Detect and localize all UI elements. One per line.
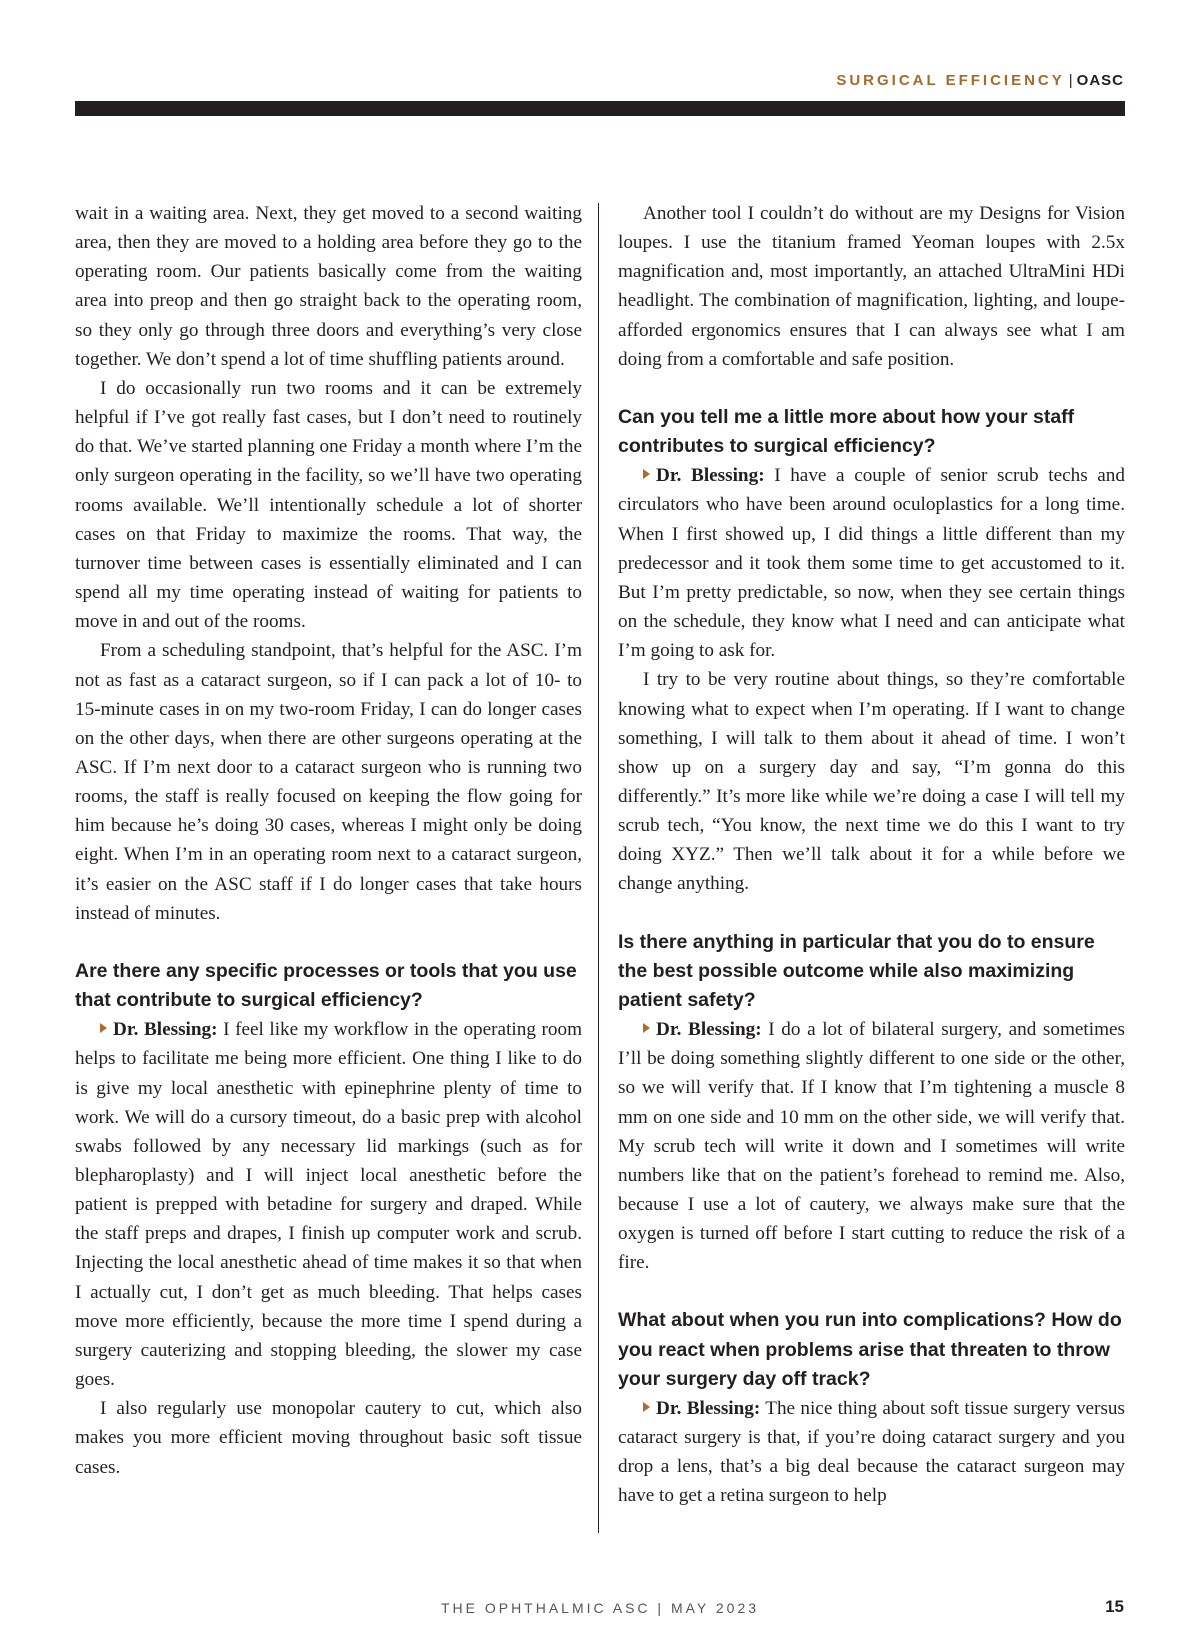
answer-paragraph: [618, 1394, 1125, 1511]
running-head-section: SURGICAL EFFICIENCY: [836, 72, 1065, 89]
running-head-publication: OASC: [1076, 72, 1124, 89]
paragraph: Another tool I couldn’t do without are my Designs for Vision loupes. I use the titanium framed Yeoman loupes with 2.5x magnification and, most importantly, an attached UltraMini HDi headlight. The combination of magnification, lighting, and loupe-afforded ergonomics ensures that I can always see what I am doing from a comfortable and safe position.: [618, 203, 1125, 370]
speaker-label: Dr. Blessing:: [656, 465, 765, 487]
answer-text: The nice thing about soft tissue surgery versus cataract surgery is that, if you’re doing cataract surgery and you drop a lens, that’s a big deal because the cataract surgeon may have to get a retina surgeon to help: [618, 1397, 1125, 1507]
footer-publication-date: THE OPHTHALMIC ASC | MAY 2023: [440, 1600, 760, 1616]
speaker-label: Dr. Blessing:: [656, 1397, 761, 1419]
right-column: [618, 199, 1125, 1511]
interview-question: Are there any specific processes or tools that you use that contribute to surgical efficiency?: [75, 959, 577, 1012]
answer-paragraph: [618, 1015, 1125, 1277]
paragraph: wait in a waiting area. Next, they get moved to a second waiting area, then they are moved to a holding area before they go to the operating room. Our patients basically come from the waiting area into preop and then go straight back to the operating room, so they only go through three doors and everything’s very close together. We don’t spend a lot of time shuffling patients around.: [75, 203, 582, 370]
speaker-label: Dr. Blessing:: [656, 1019, 762, 1041]
answer-paragraph: [618, 461, 1125, 665]
triangle-bullet-icon: [643, 1402, 650, 1412]
page-number: 15: [1105, 1597, 1124, 1616]
paragraph: I do occasionally run two rooms and it can be extremely helpful if I’ve got really fast cases, but I don’t need to routinely do that. We’ve started planning one Friday a month where I’m the only surgeon operating in the facility, so we’ll have two operating rooms available. We’ll intentionally schedule a lot of shorter cases on that Friday to maximize the rooms. That way, the turnover time between cases is essentially eliminated and I can spend all my time operating instead of waiting for patients to move in and out of the rooms.: [75, 377, 582, 633]
answer-text: I have a couple of senior scrub techs and circulators who have been around oculoplastics for a long time. When I first showed up, I did things a little different than my predecessor and it took them some time to get accustomed to it. But I’m pretty predictable, so now, when they see certain things on the schedule, they know what I need and can anticipate what I’m going to ask for.: [618, 465, 1125, 662]
answer-text: I do a lot of bilateral surgery, and sometimes I’ll be doing something slightly different to one side or the other, so we will verify that. If I know that I’m tightening a muscle 8 mm on one side and 10 mm on the other side, we will verify that. My scrub tech will write it down and I sometimes will write numbers like that on the patient’s forehead to remind me. Also, because I use a lot of cautery, we always make sure that the oxygen is turned off before I start cutting to reduce the risk of a fire.: [618, 1019, 1125, 1274]
answer-text: I feel like my workflow in the operating room helps to facilitate me being more efficient. One thing I like to do is give my local anesthetic with epinephrine plenty of time to work. We will do a cursory timeout, do a basic prep with alcohol swabs followed by any necessary lid markings (such as for blepharoplasty) and I will inject local anesthetic before the patient is prepped with betadine for surgery and draped. While the staff preps and drapes, I finish up computer work and scrub. Injecting the local anesthetic ahead of time makes it so that when I actually cut, I don’t get as much bleeding. That helps cases move more efficiently, because the more time I spend during a surgery cauterizing and stopping bleeding, the slower my case goes.: [75, 1019, 582, 1391]
triangle-bullet-icon: [643, 469, 650, 479]
paragraph: I also regularly use monopolar cautery to cut, which also makes you more efficient moving throughout basic soft tissue cases.: [75, 1398, 582, 1478]
column-divider: [598, 203, 599, 1533]
triangle-bullet-icon: [100, 1023, 107, 1033]
interview-question: Is there anything in particular that you do to ensure the best possible outcome while also maximizing patient safety?: [618, 930, 1095, 1011]
left-column: [75, 199, 582, 1482]
paragraph: From a scheduling standpoint, that’s helpful for the ASC. I’m not as fast as a cataract surgeon, so if I can pack a lot of 10- to 15-minute cases in on my two-room Friday, I can do longer cases on the other days, when there are other surgeons operating at the ASC. If I’m next door to a cataract surgeon who is running two rooms, the staff is really focused on keeping the flow going for him because he’s doing 30 cases, whereas I might only be doing eight. When I’m in an operating room next to a cataract surgeon, it’s easier on the ASC staff if I do longer cases that take hours instead of minutes.: [75, 640, 582, 924]
triangle-bullet-icon: [643, 1023, 650, 1033]
speaker-label: Dr. Blessing:: [113, 1019, 218, 1041]
paragraph: I try to be very routine about things, so they’re comfortable knowing what to expect when I’m operating. If I want to change something, I will talk to them about it ahead of time. I won’t show up on a surgery day and say, “I’m gonna do this differently.” It’s more like while we’re doing a case I will tell my scrub tech, “You know, the next time we do this I want to try doing XYZ.” Then we’ll talk about it for a while before we change anything.: [618, 669, 1125, 895]
answer-paragraph: [75, 1015, 582, 1394]
running-head: [836, 72, 1124, 89]
running-head-separator: |: [1068, 72, 1073, 89]
interview-question: What about when you run into complications? How do you react when problems arise that threaten to throw your surgery day off track?: [618, 1309, 1122, 1390]
header-rule: [75, 101, 1125, 116]
interview-question: Can you tell me a little more about how your staff contributes to surgical efficiency?: [618, 405, 1075, 458]
